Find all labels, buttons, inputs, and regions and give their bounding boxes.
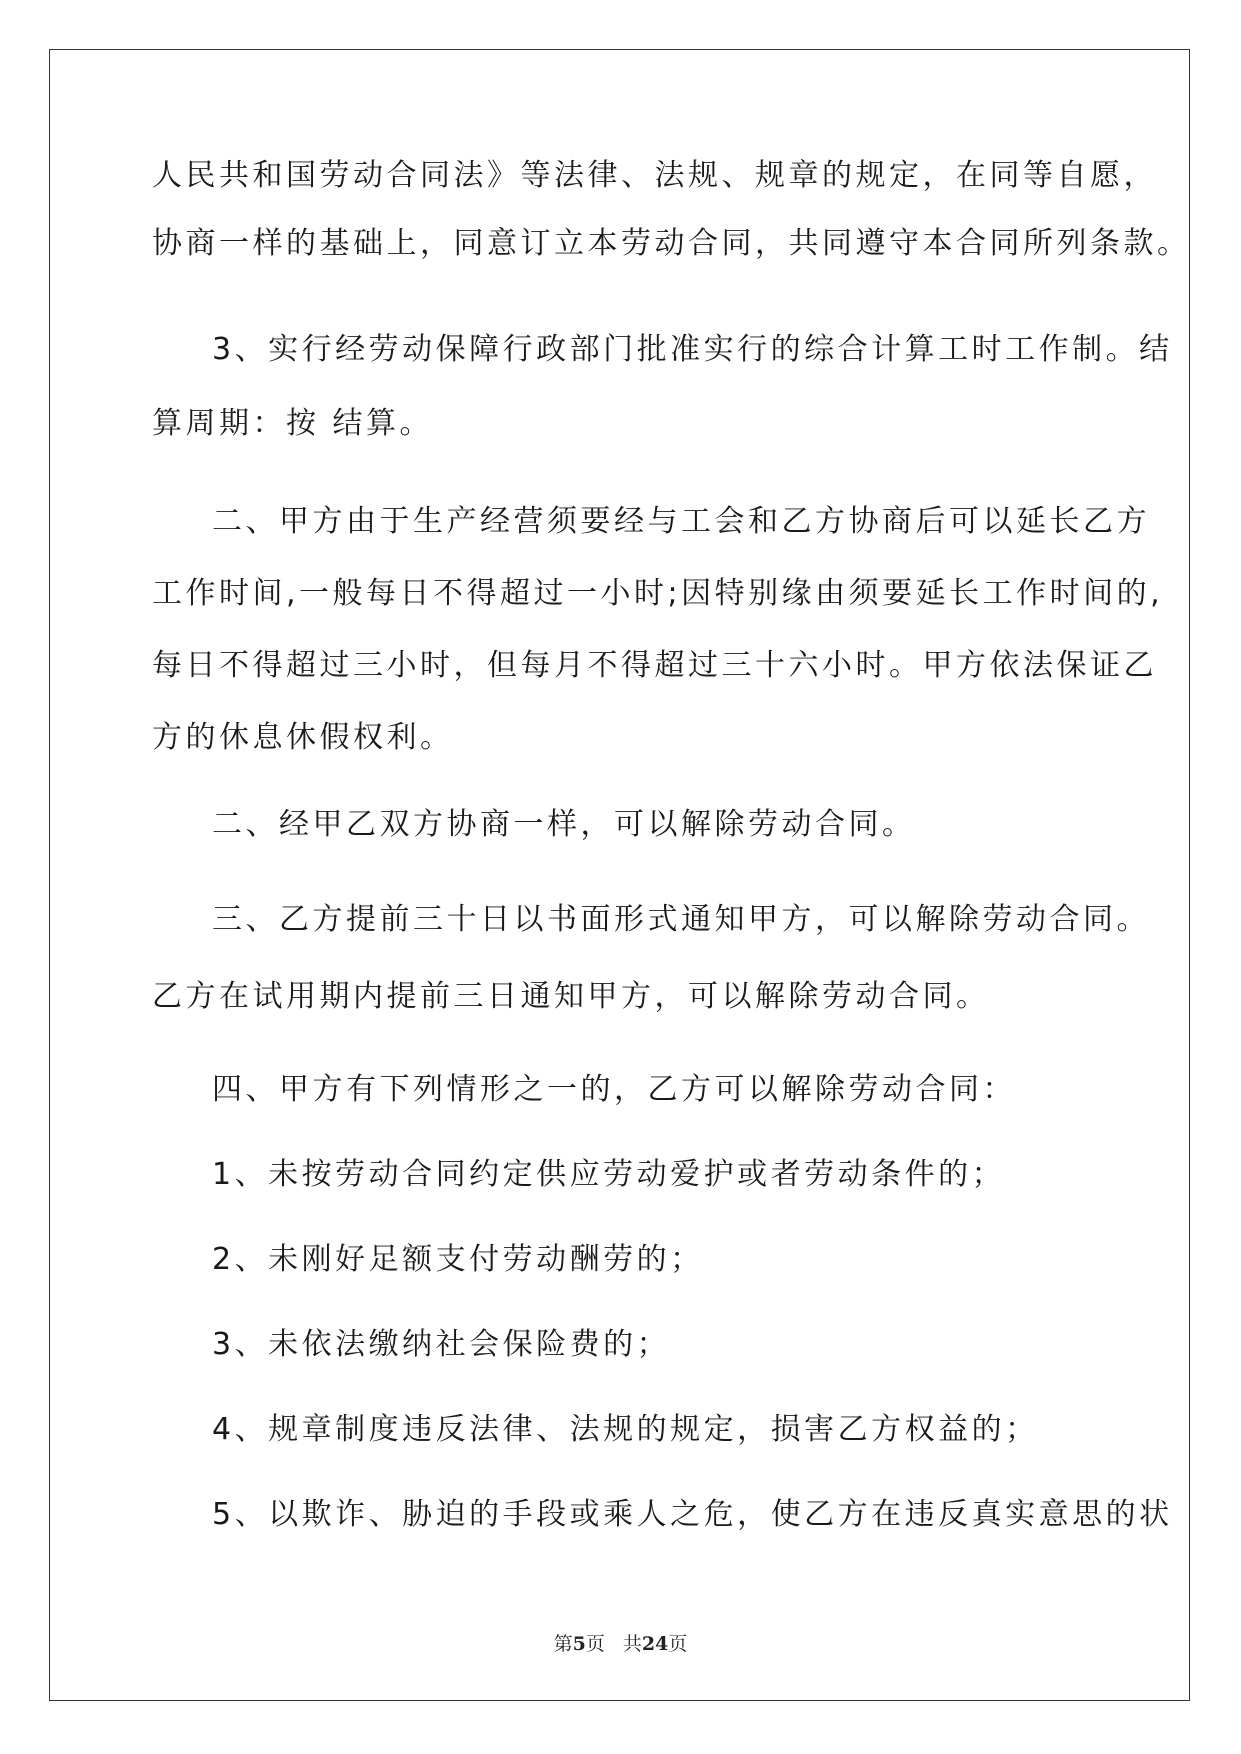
page-border <box>49 49 1190 1701</box>
text-line-14: 2、未刚好足额支付劳动酬劳的； <box>212 1242 704 1277</box>
page-prefix: 第 <box>553 1633 573 1655</box>
total-suffix: 页 <box>668 1633 688 1655</box>
page-suffix: 页 <box>585 1633 605 1655</box>
text-line-3: 3、实行经劳动保障行政部门批准实行的综合计算工时工作制。结 <box>212 332 1173 367</box>
text-line-10: 三、乙方提前三十日以书面形式通知甲方，可以解除劳动合同。 <box>212 902 1150 937</box>
total-pages: 24 <box>641 1633 669 1655</box>
text-line-1: 人民共和国劳动合同法》等法律、法规、规章的规定，在同等自愿， <box>152 158 1157 193</box>
text-line-6: 工作时间,一般每日不得超过一小时;因特别缘由须要延长工作时间的, <box>152 576 1164 611</box>
text-line-13: 1、未按劳动合同约定供应劳动爱护或者劳动条件的； <box>212 1157 1006 1192</box>
text-line-11: 乙方在试用期内提前三日通知甲方，可以解除劳动合同。 <box>152 979 990 1014</box>
page-footer <box>0 1632 1241 1656</box>
text-line-4: 算周期：按 结算。 <box>152 406 434 441</box>
total-prefix: 共 <box>622 1633 642 1655</box>
text-line-7: 每日不得超过三小时，但每月不得超过三十六小时。甲方依法保证乙 <box>152 648 1157 683</box>
text-line-16: 4、规章制度违反法律、法规的规定，损害乙方权益的； <box>212 1412 1039 1447</box>
page-number: 5 <box>572 1633 586 1655</box>
text-line-9: 二、经甲乙双方协商一样，可以解除劳动合同。 <box>212 807 916 842</box>
text-line-5: 二、甲方由于生产经营须要经与工会和乙方协商后可以延长乙方 <box>212 504 1150 539</box>
text-line-12: 四、甲方有下列情形之一的，乙方可以解除劳动合同： <box>212 1072 1016 1107</box>
text-line-2: 协商一样的基础上，同意订立本劳动合同，共同遵守本合同所列条款。 <box>152 226 1191 261</box>
text-line-15: 3、未依法缴纳社会保险费的； <box>212 1327 671 1362</box>
text-line-17: 5、以欺诈、胁迫的手段或乘人之危，使乙方在违反真实意思的状 <box>212 1497 1173 1532</box>
text-line-8: 方的休息休假权利。 <box>152 720 454 755</box>
